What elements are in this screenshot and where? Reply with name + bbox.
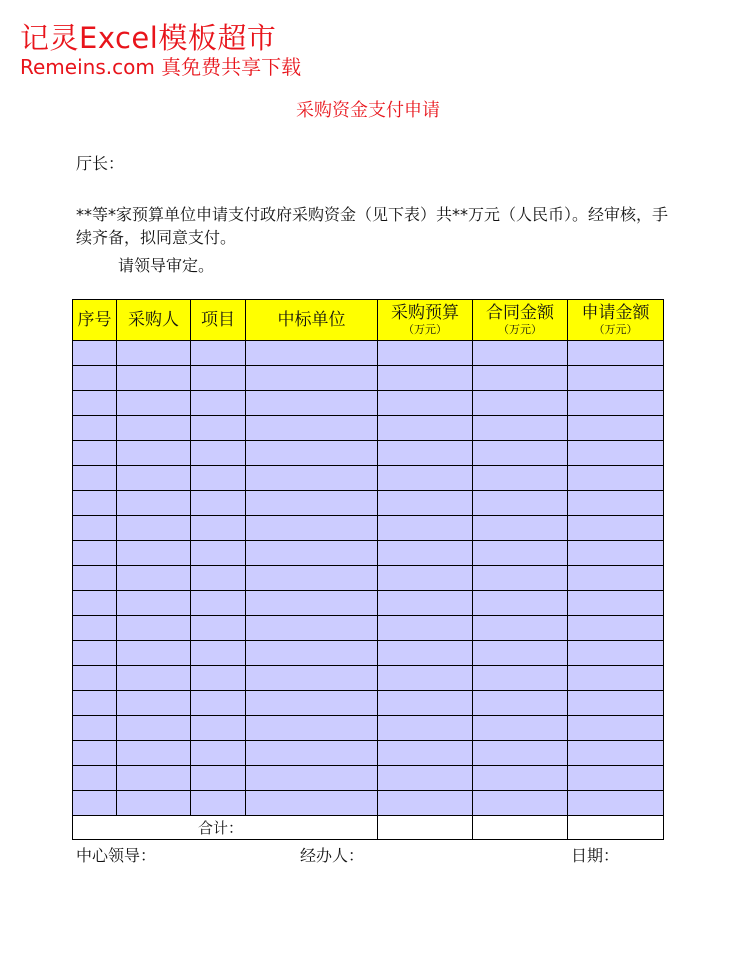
table-row (73, 616, 664, 641)
brand-title: 记灵Excel模板超市 (20, 21, 277, 55)
table-cell[interactable] (473, 366, 568, 391)
table-cell[interactable] (117, 491, 191, 516)
table-cell[interactable] (473, 591, 568, 616)
table-row (73, 691, 664, 716)
table-cell[interactable] (473, 341, 568, 366)
table-cell[interactable] (568, 591, 664, 616)
table-cell[interactable] (246, 716, 378, 741)
header-serial (73, 300, 117, 341)
table-cell[interactable] (568, 666, 664, 691)
total-label: 合计： (73, 816, 378, 840)
handler-label: 经办人： (300, 846, 365, 865)
table-row (73, 666, 664, 691)
table-cell[interactable] (473, 416, 568, 441)
table-cell[interactable] (473, 491, 568, 516)
table-cell[interactable] (246, 616, 378, 641)
table-cell[interactable] (191, 416, 246, 441)
table-cell[interactable] (473, 441, 568, 466)
table-cell[interactable] (73, 666, 117, 691)
table-cell[interactable] (117, 541, 191, 566)
table-cell[interactable] (73, 741, 117, 766)
header-purchaser (117, 300, 191, 341)
table-cell[interactable] (117, 366, 191, 391)
table-cell[interactable] (568, 641, 664, 666)
table-cell[interactable] (191, 491, 246, 516)
table-row (73, 791, 664, 816)
table-row (73, 766, 664, 791)
table-cell[interactable] (246, 741, 378, 766)
header-label: 中标单位 (277, 309, 346, 330)
table-cell[interactable] (73, 641, 117, 666)
header-project (191, 300, 246, 341)
table-cell[interactable] (568, 791, 664, 816)
table-cell[interactable] (246, 566, 378, 591)
table-cell[interactable] (378, 566, 473, 591)
payment-table (72, 299, 664, 840)
table-cell[interactable] (378, 591, 473, 616)
table-cell[interactable] (73, 391, 117, 416)
table-cell[interactable] (473, 616, 568, 641)
table-cell[interactable] (117, 616, 191, 641)
table-cell[interactable] (473, 791, 568, 816)
table-cell[interactable] (246, 441, 378, 466)
table-cell[interactable] (191, 366, 246, 391)
table-cell[interactable] (191, 566, 246, 591)
table-cell[interactable] (568, 391, 664, 416)
table-row (73, 716, 664, 741)
table-row (73, 341, 664, 366)
table-cell[interactable] (473, 716, 568, 741)
table-cell[interactable] (117, 691, 191, 716)
table-cell[interactable] (117, 641, 191, 666)
table-cell[interactable] (117, 766, 191, 791)
table-cell[interactable] (568, 366, 664, 391)
table-cell[interactable] (191, 391, 246, 416)
table-cell[interactable] (73, 416, 117, 441)
table-cell[interactable] (246, 366, 378, 391)
table-cell[interactable] (378, 766, 473, 791)
table-cell[interactable] (568, 516, 664, 541)
header-unit: （万元） (498, 323, 542, 336)
table-cell[interactable] (246, 666, 378, 691)
table-cell[interactable] (73, 541, 117, 566)
table-cell[interactable] (191, 466, 246, 491)
table-row (73, 541, 664, 566)
total-row (73, 816, 664, 840)
table-cell[interactable] (191, 691, 246, 716)
table-cell[interactable] (378, 466, 473, 491)
table-cell[interactable] (473, 566, 568, 591)
table-cell[interactable] (73, 566, 117, 591)
table-cell[interactable] (473, 541, 568, 566)
table-cell[interactable] (117, 441, 191, 466)
table-cell[interactable] (568, 741, 664, 766)
table-cell[interactable] (473, 516, 568, 541)
total-requested-cell[interactable] (568, 816, 664, 840)
table-row (73, 416, 664, 441)
table-cell[interactable] (73, 791, 117, 816)
table-cell[interactable] (73, 491, 117, 516)
table-cell[interactable] (568, 716, 664, 741)
header-label: 项目 (201, 309, 235, 330)
table-cell[interactable] (568, 616, 664, 641)
header-label: 合同金额 (486, 303, 554, 323)
table-cell[interactable] (191, 766, 246, 791)
header-label: 申请金额 (581, 303, 650, 323)
table-row (73, 391, 664, 416)
table-row (73, 441, 664, 466)
table-cell[interactable] (246, 641, 378, 666)
table-cell[interactable] (246, 341, 378, 366)
table-cell[interactable] (191, 441, 246, 466)
table-cell[interactable] (568, 491, 664, 516)
table-cell[interactable] (117, 516, 191, 541)
header-row (73, 300, 664, 341)
table-row (73, 516, 664, 541)
table-cell[interactable] (246, 466, 378, 491)
table-cell[interactable] (246, 416, 378, 441)
table-cell[interactable] (191, 666, 246, 691)
table-cell[interactable] (117, 566, 191, 591)
table-cell[interactable] (73, 341, 117, 366)
table-cell[interactable] (117, 466, 191, 491)
table-cell[interactable] (473, 641, 568, 666)
table-cell[interactable] (473, 766, 568, 791)
table-cell[interactable] (246, 691, 378, 716)
table-cell[interactable] (378, 691, 473, 716)
brand-subtitle: Remeins.com 真免费共享下载 (20, 55, 302, 79)
table-cell[interactable] (378, 516, 473, 541)
table-cell[interactable] (378, 716, 473, 741)
table-cell[interactable] (568, 416, 664, 441)
table-cell[interactable] (378, 641, 473, 666)
table-cell[interactable] (117, 416, 191, 441)
table-cell[interactable] (73, 716, 117, 741)
table-cell[interactable] (73, 766, 117, 791)
table-cell[interactable] (117, 741, 191, 766)
table-row (73, 366, 664, 391)
table-cell[interactable] (73, 616, 117, 641)
table-cell[interactable] (73, 591, 117, 616)
table-cell[interactable] (378, 541, 473, 566)
table-cell[interactable] (117, 716, 191, 741)
table-cell[interactable] (117, 591, 191, 616)
total-contract-cell[interactable] (473, 816, 568, 840)
table-cell[interactable] (378, 491, 473, 516)
table-cell[interactable] (473, 666, 568, 691)
table-cell[interactable] (378, 391, 473, 416)
table-cell[interactable] (246, 516, 378, 541)
table-cell[interactable] (191, 616, 246, 641)
center-leader-label: 中心领导： (76, 846, 157, 865)
table-cell[interactable] (568, 691, 664, 716)
salutation: 厅长： (76, 154, 125, 173)
table-cell[interactable] (191, 791, 246, 816)
table-cell[interactable] (117, 341, 191, 366)
table-cell[interactable] (246, 391, 378, 416)
table-cell[interactable] (191, 341, 246, 366)
table-row (73, 591, 664, 616)
table-cell[interactable] (473, 466, 568, 491)
header-winning-bidder (246, 300, 378, 341)
table-cell[interactable] (246, 791, 378, 816)
table-cell[interactable] (568, 341, 664, 366)
table-row (73, 491, 664, 516)
table-cell[interactable] (73, 466, 117, 491)
table-row (73, 466, 664, 491)
table-cell[interactable] (378, 441, 473, 466)
table-cell[interactable] (568, 566, 664, 591)
header-unit: （万元） (403, 323, 447, 336)
header-label: 采购人 (128, 309, 179, 330)
table-row (73, 741, 664, 766)
table-cell[interactable] (568, 766, 664, 791)
header-label: 采购预算 (391, 303, 459, 323)
table-cell[interactable] (191, 591, 246, 616)
table-row (73, 641, 664, 666)
table-cell[interactable] (117, 791, 191, 816)
table-cell[interactable] (378, 366, 473, 391)
header-unit: （万元） (593, 323, 638, 336)
table-cell[interactable] (473, 391, 568, 416)
table-cell[interactable] (378, 416, 473, 441)
table-cell[interactable] (378, 616, 473, 641)
table-cell[interactable] (191, 516, 246, 541)
table-cell[interactable] (246, 766, 378, 791)
table-cell[interactable] (473, 741, 568, 766)
table-cell[interactable] (191, 741, 246, 766)
body-paragraph: **等*家预算单位申请支付政府采购资金（见下表）共**万元（人民币）。经审核，手续齐备，拟同意支付。 (76, 205, 669, 247)
table-cell[interactable] (568, 466, 664, 491)
table-cell[interactable] (473, 691, 568, 716)
table-cell[interactable] (246, 491, 378, 516)
table-cell[interactable] (246, 591, 378, 616)
table-cell[interactable] (568, 441, 664, 466)
table-cell[interactable] (73, 366, 117, 391)
table-row (73, 566, 664, 591)
table-cell[interactable] (73, 516, 117, 541)
table-cell[interactable] (191, 716, 246, 741)
total-budget-cell[interactable] (378, 816, 473, 840)
table-cell[interactable] (378, 741, 473, 766)
table-cell[interactable] (117, 391, 191, 416)
table-cell[interactable] (378, 666, 473, 691)
table-cell[interactable] (191, 641, 246, 666)
table-cell[interactable] (568, 541, 664, 566)
table-cell[interactable] (378, 341, 473, 366)
header-requested-amount (568, 300, 664, 341)
request-line: 请领导审定。 (118, 256, 215, 275)
table-cell[interactable] (191, 541, 246, 566)
table-cell[interactable] (117, 666, 191, 691)
table-cell[interactable] (73, 441, 117, 466)
header-budget (378, 300, 473, 341)
table-cell[interactable] (246, 541, 378, 566)
table-body (73, 341, 664, 816)
document-title: 采购资金支付申请 (296, 100, 440, 121)
date-label: 日期： (571, 846, 620, 865)
table-cell[interactable] (73, 691, 117, 716)
table-cell[interactable] (378, 791, 473, 816)
header-contract-amount (473, 300, 568, 341)
header-label: 序号 (77, 309, 112, 330)
